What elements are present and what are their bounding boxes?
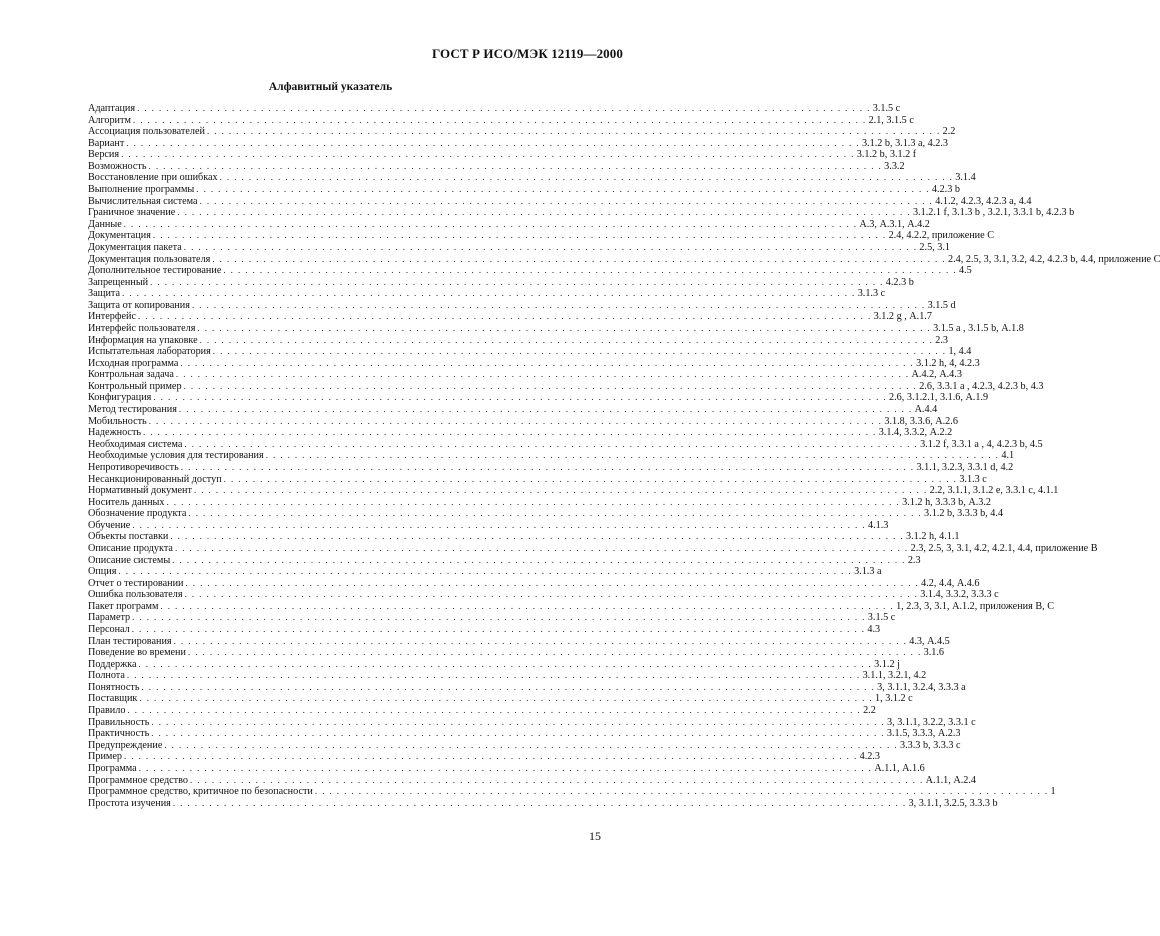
index-entry	[88, 357, 980, 370]
index-term: Документация пользователя	[88, 253, 211, 265]
leader-dots: . . . . . . . . . . . . . . . . . . . . . . . . . . . . . . . . . . . . . . . . . . . . . . . . . . . . . . . . . . . . . . . . . . . . . . . . . . . . . . . . . . . . . . . . . . . . . . . . . . . . .	[153, 392, 888, 403]
index-entry	[88, 600, 1055, 613]
leader-dots: . . . . . . . . . . . . . . . . . . . . . . . . . . . . . . . . . . . . . . . . . . . . . . . . . . . . . . . . . . . . . . . . . . . . . . . . . . . . . . . . . . . . . . . . . . . . . . . . . . . . .	[126, 137, 860, 148]
document-header: ГОСТ Р ИСО/МЭК 12119—2000	[432, 46, 623, 61]
index-term: Простота изучения	[88, 797, 171, 809]
index-references: 4.1.3	[867, 519, 889, 531]
index-references: 2.6, 3.3.1 a , 4.2.3, 4.2.3 b, 4.3	[919, 380, 1044, 392]
index-term: Исходная программа	[88, 357, 179, 369]
leader-dots: . . . . . . . . . . . . . . . . . . . . . . . . . . . . . . . . . . . . . . . . . . . . . . . . . . . . . . . . . . . . . . . . . . . . . . . . . . . . . . . . . . . . . . . . . . . . . . . . . . . . .	[314, 786, 1049, 797]
index-term: Контрольный пример	[88, 380, 182, 392]
index-entry	[88, 126, 956, 138]
index-references: 3.1.2.1 f, 3.1.3 b , 3.2.1, 3.3.1 b, 4.2.3 b	[912, 207, 1075, 219]
index-entry	[88, 577, 980, 590]
index-entry	[88, 485, 1059, 497]
leader-dots: . . . . . . . . . . . . . . . . . . . . . . . . . . . . . . . . . . . . . . . . . . . . . . . . . . . . . . . . . . . . . . . . . . . . . . . . . . . . . . . . . . . . . . . . . . . . . . . . . . . . .	[191, 299, 926, 310]
index-entry	[88, 658, 900, 671]
index-entry	[88, 797, 998, 810]
index-term: Вычислительная система	[88, 195, 198, 207]
index-entry	[88, 716, 976, 729]
leader-dots: . . . . . . . . . . . . . . . . . . . . . . . . . . . . . . . . . . . . . . . . . . . . . . . . . . . . . . . . . . . . . . . . . . . . . . . . . . . . . . . . . . . . . . . . . . . . . . . . . . . . .	[138, 762, 873, 773]
leader-dots: . . . . . . . . . . . . . . . . . . . . . . . . . . . . . . . . . . . . . . . . . . . . . . . . . . . . . . . . . . . . . . . . . . . . . . . . . . . . . . . . . . . . . . . . . . . . . . . . . . . . .	[160, 600, 895, 611]
index-entry	[88, 346, 972, 358]
index-term: Мобильность	[88, 415, 147, 427]
index-references: 4.2.3	[859, 751, 880, 763]
index-term: Описание системы	[88, 554, 171, 566]
leader-dots: . . . . . . . . . . . . . . . . . . . . . . . . . . . . . . . . . . . . . . . . . . . . . . . . . . . . . . . . . . . . . . . . . . . . . . . . . . . . . . . . . . . . . . . . . . . . . . . . . . . . .	[141, 681, 876, 692]
index-entry	[88, 751, 880, 763]
leader-dots: . . . . . . . . . . . . . . . . . . . . . . . . . . . . . . . . . . . . . . . . . . . . . . . . . . . . . . . . . . . . . . . . . . . . . . . . . . . . . . . . . . . . . . . . . . . . . . . . . . . . .	[152, 230, 887, 241]
index-term: Документация	[88, 230, 151, 242]
index-entry	[88, 149, 917, 161]
index-term: Поведение во времени	[88, 647, 186, 659]
index-references: А.1.1, А.1.6	[874, 762, 925, 774]
leader-dots: . . . . . . . . . . . . . . . . . . . . . . . . . . . . . . . . . . . . . . . . . . . . . . . . . . . . . . . . . . . . . . . . . . . . . . . . . . . . . . . . . . . . . . . . . . . . . . . . . . . . .	[265, 450, 1000, 461]
index-references: 3.1.2 b, 3.1.2 f	[856, 149, 917, 161]
index-references: 2.2	[942, 126, 956, 138]
index-entry	[88, 218, 930, 231]
index-references: 4.2, 4.4, А.4.6	[921, 577, 980, 589]
index-references: 3.3.3 b, 3.3.3 c	[900, 739, 961, 751]
index-references: 1	[1050, 786, 1056, 798]
leader-dots: . . . . . . . . . . . . . . . . . . . . . . . . . . . . . . . . . . . . . . . . . . . . . . . . . . . . . . . . . . . . . . . . . . . . . . . . . . . . . . . . . . . . . . . . . . . . . . . . . . . . .	[193, 485, 928, 496]
index-term: Опция	[88, 566, 117, 578]
index-entry	[88, 786, 1056, 798]
index-references: 3.1.3 c	[857, 288, 886, 300]
index-term: Восстановление при ошибках	[88, 172, 218, 184]
index-entry	[88, 705, 876, 717]
index-term: Защита от копирования	[88, 299, 190, 311]
index-references: А.1.1, А.2.4	[925, 774, 976, 786]
index-references: 2.4, 4.2.2, приложение С	[888, 230, 994, 242]
index-term: Нормативный документ	[88, 485, 192, 497]
index-references: 3.1.1, 3.2.3, 3.3.1 d, 4.2	[916, 461, 1014, 473]
index-entry	[88, 253, 1160, 266]
index-term: Испытательная лаборатория	[88, 346, 211, 358]
index-references: 3.1.3 a	[854, 566, 882, 578]
index-term: Необходимые условия для тестирования	[88, 450, 264, 462]
index-entry	[88, 612, 896, 624]
leader-dots: . . . . . . . . . . . . . . . . . . . . . . . . . . . . . . . . . . . . . . . . . . . . . . . . . . . . . . . . . . . . . . . . . . . . . . . . . . . . . . . . . . . . . . . . . . . . . . . . . . . . .	[219, 172, 954, 183]
leader-dots: . . . . . . . . . . . . . . . . . . . . . . . . . . . . . . . . . . . . . . . . . . . . . . . . . . . . . . . . . . . . . . . . . . . . . . . . . . . . . . . . . . . . . . . . . . . . . . . . . . . . .	[183, 241, 918, 252]
index-term: Программа	[88, 762, 137, 774]
leader-dots: . . . . . . . . . . . . . . . . . . . . . . . . . . . . . . . . . . . . . . . . . . . . . . . . . . . . . . . . . . . . . . . . . . . . . . . . . . . . . . . . . . . . . . . . . . . . . . . . . . . . .	[196, 184, 930, 195]
index-entry	[88, 693, 913, 705]
leader-dots: . . . . . . . . . . . . . . . . . . . . . . . . . . . . . . . . . . . . . . . . . . . . . . . . . . . . . . . . . . . . . . . . . . . . . . . . . . . . . . . . . . . . . . . . . . . . . . . . . . . . .	[199, 195, 934, 206]
index-references: 3.1.2 g , А.1.7	[873, 311, 932, 323]
index-term: Версия	[88, 149, 120, 161]
index-references: 3.1.6	[923, 647, 944, 659]
index-entry	[88, 762, 925, 775]
index-term: Правильность	[88, 716, 150, 728]
index-term: Необходимая система	[88, 438, 183, 450]
leader-dots: . . . . . . . . . . . . . . . . . . . . . . . . . . . . . . . . . . . . . . . . . . . . . . . . . . . . . . . . . . . . . . . . . . . . . . . . . . . . . . . . . . . . . . . . . . . . . . . . . . . . .	[166, 496, 901, 507]
index-term: Ассоциация пользователей	[88, 126, 205, 138]
index-references: А.4.2, А.4.3	[911, 369, 962, 381]
index-entry	[88, 647, 944, 659]
alphabetical-index	[88, 103, 1160, 809]
index-references: 1, 3.1.2 c	[875, 693, 913, 705]
index-entry	[88, 230, 994, 242]
leader-dots: . . . . . . . . . . . . . . . . . . . . . . . . . . . . . . . . . . . . . . . . . . . . . . . . . . . . . . . . . . . . . . . . . . . . . . . . . . . . . . . . . . . . . . . . . . . . . . . . . . . . .	[164, 739, 899, 750]
leader-dots: . . . . . . . . . . . . . . . . . . . . . . . . . . . . . . . . . . . . . . . . . . . . . . . . . . . . . . . . . . . . . . . . . . . . . . . . . . . . . . . . . . . . . . . . . . . . . . . . . . . . .	[132, 114, 867, 125]
index-term: Понятность	[88, 681, 140, 693]
index-references: 4.3, А.4.5	[909, 635, 950, 647]
index-references: 2.6, 3.1.2.1, 3.1.6, А.1.9	[889, 392, 989, 404]
leader-dots: . . . . . . . . . . . . . . . . . . . . . . . . . . . . . . . . . . . . . . . . . . . . . . . . . . . . . . . . . . . . . . . . . . . . . . . . . . . . . . . . . . . . . . . . . . . . . . . . . . . . .	[212, 253, 946, 264]
page-number: 15	[589, 829, 601, 843]
leader-dots: . . . . . . . . . . . . . . . . . . . . . . . . . . . . . . . . . . . . . . . . . . . . . . . . . . . . . . . . . . . . . . . . . . . . . . . . . . . . . . . . . . . . . . . . . . . . . . . . . . . . .	[150, 276, 884, 287]
index-term: Пакет программ	[88, 600, 159, 612]
index-term: Обозначение продукта	[88, 508, 187, 520]
index-references: 3.1.5 a , 3.1.5 b, А.1.8	[933, 322, 1024, 334]
index-entry	[88, 415, 958, 428]
index-references: 4.2.3 b	[931, 184, 960, 196]
index-references: 3.1.5 d	[927, 299, 956, 311]
leader-dots: . . . . . . . . . . . . . . . . . . . . . . . . . . . . . . . . . . . . . . . . . . . . . . . . . . . . . . . . . . . . . . . . . . . . . . . . . . . . . . . . . . . . . . . . . . . . . . . . . . . . .	[137, 311, 872, 322]
index-references: А.4.4	[914, 404, 938, 416]
index-entry	[88, 114, 914, 127]
index-entry	[88, 241, 950, 254]
leader-dots: . . . . . . . . . . . . . . . . . . . . . . . . . . . . . . . . . . . . . . . . . . . . . . . . . . . . . . . . . . . . . . . . . . . . . . . . . . . . . . . . . . . . . . . . . . . . . . . . . . . . .	[137, 103, 871, 113]
index-term: Выполнение программы	[88, 184, 195, 196]
index-term: Программное средство	[88, 774, 188, 786]
leader-dots: . . . . . . . . . . . . . . . . . . . . . . . . . . . . . . . . . . . . . . . . . . . . . . . . . . . . . . . . . . . . . . . . . . . . . . . . . . . . . . . . . . . . . . . . . . . . . . . . . . . . .	[175, 369, 910, 380]
index-references: 3, 3.1.1, 3.2.5, 3.3.3 b	[908, 797, 998, 809]
index-term: Интерфейс	[88, 311, 136, 323]
index-entry	[88, 172, 976, 184]
index-term: Обучение	[88, 519, 131, 531]
index-term: Описание продукта	[88, 542, 173, 554]
leader-dots: . . . . . . . . . . . . . . . . . . . . . . . . . . . . . . . . . . . . . . . . . . . . . . . . . . . . . . . . . . . . . . . . . . . . . . . . . . . . . . . . . . . . . . . . . . . . . . . . . . . . .	[223, 265, 958, 276]
index-entry	[88, 589, 999, 601]
index-entry	[88, 566, 882, 578]
index-term: Поддержка	[88, 658, 137, 670]
index-entry	[88, 542, 1098, 555]
leader-dots: . . . . . . . . . . . . . . . . . . . . . . . . . . . . . . . . . . . . . . . . . . . . . . . . . . . . . . . . . . . . . . . . . . . . . . . . . . . . . . . . . . . . . . . . . . . . . . . . . . . . .	[138, 658, 873, 669]
index-term: Алгоритм	[88, 114, 131, 126]
leader-dots: . . . . . . . . . . . . . . . . . . . . . . . . . . . . . . . . . . . . . . . . . . . . . . . . . . . . . . . . . . . . . . . . . . . . . . . . . . . . . . . . . . . . . . . . . . . . . . . . . . . . .	[148, 415, 883, 426]
index-term: Контрольная задача	[88, 369, 174, 381]
index-title: Алфавитный указатель	[268, 81, 393, 93]
index-entry	[88, 624, 881, 636]
index-entry	[88, 184, 960, 196]
index-entry	[88, 681, 966, 694]
leader-dots: . . . . . . . . . . . . . . . . . . . . . . . . . . . . . . . . . . . . . . . . . . . . . . . . . . . . . . . . . . . . . . . . . . . . . . . . . . . . . . . . . . . . . . . . . . . . . . . . . . . . .	[121, 149, 855, 160]
index-references: 3.1.5 с	[872, 103, 901, 114]
leader-dots: . . . . . . . . . . . . . . . . . . . . . . . . . . . . . . . . . . . . . . . . . . . . . . . . . . . . . . . . . . . . . . . . . . . . . . . . . . . . . . . . . . . . . . . . . . . . . . . . . . . . .	[122, 288, 856, 299]
index-references: 4.1.2, 4.2.3, 4.2.3 a, 4.4	[935, 195, 1032, 207]
index-term: Информация на упаковке	[88, 334, 198, 346]
leader-dots: . . . . . . . . . . . . . . . . . . . . . . . . . . . . . . . . . . . . . . . . . . . . . . . . . . . . . . . . . . . . . . . . . . . . . . . . . . . . . . . . . . . . . . . . . . . . . . . . . . . . .	[185, 577, 920, 588]
index-references: 3.1.2 b, 3.3.3 b, 4.4	[924, 508, 1003, 520]
leader-dots: . . . . . . . . . . . . . . . . . . . . . . . . . . . . . . . . . . . . . . . . . . . . . . . . . . . . . . . . . . . . . . . . . . . . . . . . . . . . . . . . . . . . . . . . . . . . . . . . . . . . .	[183, 380, 918, 391]
index-term: Документация пакета	[88, 241, 182, 253]
index-references: 3.1.8, 3.3.6, А.2.6	[884, 415, 958, 427]
index-term: Персонал	[88, 624, 130, 636]
leader-dots: . . . . . . . . . . . . . . . . . . . . . . . . . . . . . . . . . . . . . . . . . . . . . . . . . . . . . . . . . . . . . . . . . . . . . . . . . . . . . . . . . . . . . . . . . . . . . . . . . . . . .	[212, 346, 947, 357]
index-term: Параметр	[88, 612, 131, 624]
index-entry	[88, 508, 1003, 520]
index-entry	[88, 728, 961, 740]
leader-dots: . . . . . . . . . . . . . . . . . . . . . . . . . . . . . . . . . . . . . . . . . . . . . . . . . . . . . . . . . . . . . . . . . . . . . . . . . . . . . . . . . . . . . . . . . . . . . . . . . . . . .	[170, 531, 905, 542]
index-entry	[88, 739, 961, 752]
leader-dots: . . . . . . . . . . . . . . . . . . . . . . . . . . . . . . . . . . . . . . . . . . . . . . . . . . . . . . . . . . . . . . . . . . . . . . . . . . . . . . . . . . . . . . . . . . . . . . . . . . . . .	[188, 508, 923, 519]
index-references: 1, 4.4	[948, 346, 972, 358]
leader-dots: . . . . . . . . . . . . . . . . . . . . . . . . . . . . . . . . . . . . . . . . . . . . . . . . . . . . . . . . . . . . . . . . . . . . . . . . . . . . . . . . . . . . . . . . . . . . . . . . . . . . .	[126, 670, 861, 681]
index-references: 2.3, 2.5, 3, 3.1, 4.2, 4.2.1, 4.4, приложение В	[910, 542, 1098, 554]
index-term: Запрещенный	[88, 276, 149, 288]
leader-dots: . . . . . . . . . . . . . . . . . . . . . . . . . . . . . . . . . . . . . . . . . . . . . . . . . . . . . . . . . . . . . . . . . . . . . . . . . . . . . . . . . . . . . . . . . . . . . . . . . . . . .	[173, 635, 908, 646]
leader-dots: . . . . . . . . . . . . . . . . . . . . . . . . . . . . . . . . . . . . . . . . . . . . . . . . . . . . . . . . . . . . . . . . . . . . . . . . . . . . . . . . . . . . . . . . . . . . . . . . . . . . .	[197, 322, 932, 333]
index-term: Данные	[88, 218, 122, 230]
index-references: 4.3	[867, 624, 881, 636]
index-term: Ошибка пользователя	[88, 589, 183, 601]
index-entry	[88, 496, 991, 509]
index-term: Пример	[88, 751, 122, 763]
index-entry	[88, 160, 905, 173]
index-entry	[88, 288, 886, 300]
index-references: 3.1.2 h, 4.1.1	[906, 531, 960, 543]
index-references: 3.1.2 h, 3.3.3 b, А.3.2	[902, 496, 991, 508]
index-term: Непротиворечивость	[88, 461, 179, 473]
index-entry	[88, 195, 1032, 208]
index-entry	[88, 404, 938, 416]
index-references: 2.2, 3.1.1, 3.1.2 e, 3.3.1 c, 4.1.1	[929, 485, 1059, 497]
index-references: 3.1.4, 3.3.2, 3.3.3 c	[920, 589, 999, 601]
index-term: Дополнительное тестирование	[88, 265, 222, 277]
leader-dots: . . . . . . . . . . . . . . . . . . . . . . . . . . . . . . . . . . . . . . . . . . . . . . . . . . . . . . . . . . . . . . . . . . . . . . . . . . . . . . . . . . . . . . . . . . . . . . . . . . . . .	[151, 716, 886, 727]
index-term: Носитель данных	[88, 496, 165, 508]
index-references: 4.2.3 b	[885, 276, 914, 288]
index-term: Защита	[88, 288, 121, 300]
index-entry	[88, 369, 962, 381]
index-references: 3.1.2 h, 4, 4.2.3	[916, 357, 980, 369]
leader-dots: . . . . . . . . . . . . . . . . . . . . . . . . . . . . . . . . . . . . . . . . . . . . . . . . . . . . . . . . . . . . . . . . . . . . . . . . . . . . . . . . . . . . . . . . . . . . . . . . . . . . .	[180, 461, 915, 472]
index-term: Программное средство, критичное по безопасности	[88, 786, 313, 798]
leader-dots: . . . . . . . . . . . . . . . . . . . . . . . . . . . . . . . . . . . . . . . . . . . . . . . . . . . . . . . . . . . . . . . . . . . . . . . . . . . . . . . . . . . . . . . . . . . . . . . . . . . . .	[127, 705, 862, 716]
index-term: Объекты поставки	[88, 531, 169, 543]
leader-dots: . . . . . . . . . . . . . . . . . . . . . . . . . . . . . . . . . . . . . . . . . . . . . . . . . . . . . . . . . . . . . . . . . . . . . . . . . . . . . . . . . . . . . . . . . . . . . . . . . . . . .	[180, 357, 915, 368]
leader-dots: . . . . . . . . . . . . . . . . . . . . . . . . . . . . . . . . . . . . . . . . . . . . . . . . . . . . . . . . . . . . . . . . . . . . . . . . . . . . . . . . . . . . . . . . . . . . . . . . . . . . .	[132, 612, 866, 623]
leader-dots: . . . . . . . . . . . . . . . . . . . . . . . . . . . . . . . . . . . . . . . . . . . . . . . . . . . . . . . . . . . . . . . . . . . . . . . . . . . . . . . . . . . . . . . . . . . . . . . . . . . . .	[118, 566, 853, 577]
index-entry	[88, 531, 960, 543]
index-references: 3, 3.1.1, 3.2.4, 3.3.3 a	[877, 681, 966, 693]
index-references: 1, 2.3, 3, 3.1, А.1.2, приложения В, С	[896, 600, 1055, 612]
leader-dots: . . . . . . . . . . . . . . . . . . . . . . . . . . . . . . . . . . . . . . . . . . . . . . . . . . . . . . . . . . . . . . . . . . . . . . . . . . . . . . . . . . . . . . . . . . . . . . . . . . . . .	[132, 519, 866, 530]
index-references: 3.1.2 f, 3.3.1 a , 4, 4.2.3 b, 4.5	[920, 438, 1043, 450]
leader-dots: . . . . . . . . . . . . . . . . . . . . . . . . . . . . . . . . . . . . . . . . . . . . . . . . . . . . . . . . . . . . . . . . . . . . . . . . . . . . . . . . . . . . . . . . . . . . . . . . . . . . .	[139, 693, 874, 704]
index-references: 3.1.3 c	[959, 473, 987, 485]
leader-dots: . . . . . . . . . . . . . . . . . . . . . . . . . . . . . . . . . . . . . . . . . . . . . . . . . . . . . . . . . . . . . . . . . . . . . . . . . . . . . . . . . . . . . . . . . . . . . . . . . . . . .	[177, 207, 911, 218]
leader-dots: . . . . . . . . . . . . . . . . . . . . . . . . . . . . . . . . . . . . . . . . . . . . . . . . . . . . . . . . . . . . . . . . . . . . . . . . . . . . . . . . . . . . . . . . . . . . . . . . . . . . .	[151, 728, 885, 739]
index-references: 2.4, 2.5, 3, 3.1, 3.2, 4.2, 4.2.3 b, 4.4, приложение С	[948, 253, 1160, 265]
leader-dots: . . . . . . . . . . . . . . . . . . . . . . . . . . . . . . . . . . . . . . . . . . . . . . . . . . . . . . . . . . . . . . . . . . . . . . . . . . . . . . . . . . . . . . . . . . . . . . . . . . . . .	[172, 797, 907, 808]
index-references: 2.2	[863, 705, 876, 717]
index-entry	[88, 322, 1024, 335]
index-term: Отчет о тестировании	[88, 577, 184, 589]
leader-dots: . . . . . . . . . . . . . . . . . . . . . . . . . . . . . . . . . . . . . . . . . . . . . . . . . . . . . . . . . . . . . . . . . . . . . . . . . . . . . . . . . . . . . . . . . . . . . . . . . . . . .	[178, 404, 913, 415]
index-term: Надежность	[88, 427, 142, 439]
index-entry	[88, 207, 1075, 219]
index-term: Практичность	[88, 728, 150, 740]
index-references: 3, 3.1.1, 3.2.2, 3.3.1 c	[887, 716, 976, 728]
index-references: 4.1	[1001, 450, 1015, 462]
index-entry	[88, 299, 956, 312]
index-references: 2.1, 3.1.5 с	[868, 114, 914, 126]
leader-dots: . . . . . . . . . . . . . . . . . . . . . . . . . . . . . . . . . . . . . . . . . . . . . . . . . . . . . . . . . . . . . . . . . . . . . . . . . . . . . . . . . . . . . . . . . . . . . . . . . . . . .	[174, 542, 909, 553]
index-references: 2.3	[935, 334, 949, 346]
index-entry	[88, 438, 1043, 451]
index-entry	[88, 774, 976, 787]
index-entry	[88, 137, 948, 150]
index-references: 4.5	[959, 265, 972, 277]
index-term: Предупреждение	[88, 739, 163, 751]
leader-dots: . . . . . . . . . . . . . . . . . . . . . . . . . . . . . . . . . . . . . . . . . . . . . . . . . . . . . . . . . . . . . . . . . . . . . . . . . . . . . . . . . . . . . . . . . . . . . . . . . . . . .	[148, 160, 883, 171]
index-entry	[88, 427, 953, 439]
index-entry	[88, 392, 989, 404]
leader-dots: . . . . . . . . . . . . . . . . . . . . . . . . . . . . . . . . . . . . . . . . . . . . . . . . . . . . . . . . . . . . . . . . . . . . . . . . . . . . . . . . . . . . . . . . . . . . . . . . . . . . .	[184, 589, 919, 600]
leader-dots: . . . . . . . . . . . . . . . . . . . . . . . . . . . . . . . . . . . . . . . . . . . . . . . . . . . . . . . . . . . . . . . . . . . . . . . . . . . . . . . . . . . . . . . . . . . . . . . . . . . . .	[184, 438, 919, 449]
leader-dots: . . . . . . . . . . . . . . . . . . . . . . . . . . . . . . . . . . . . . . . . . . . . . . . . . . . . . . . . . . . . . . . . . . . . . . . . . . . . . . . . . . . . . . . . . . . . . . . . . . . . .	[123, 218, 858, 229]
index-references: 3.1.2 b, 3.1.3 a, 4.2.3	[861, 137, 948, 149]
index-entry	[88, 473, 987, 486]
index-entry	[88, 380, 1044, 393]
index-references: 3.1.4, 3.3.2, А.2.2	[878, 427, 953, 439]
index-entry	[88, 450, 1015, 462]
index-references: 3.1.5 c	[867, 612, 896, 624]
index-term: Метод тестирования	[88, 404, 177, 416]
index-term: Несанкционированный доступ	[88, 473, 222, 485]
index-references: А.3, А.3.1, А.4.2	[859, 218, 930, 230]
index-references: 2.3	[907, 554, 921, 566]
index-entry	[88, 311, 932, 323]
index-references: 3.1.2 j	[874, 658, 900, 670]
index-entry	[88, 554, 921, 567]
index-entry	[88, 670, 927, 682]
index-references: 3.1.1, 3.2.1, 4.2	[862, 670, 927, 682]
index-references: 2.5, 3.1	[919, 241, 950, 253]
index-term: Вариант	[88, 137, 125, 149]
leader-dots: . . . . . . . . . . . . . . . . . . . . . . . . . . . . . . . . . . . . . . . . . . . . . . . . . . . . . . . . . . . . . . . . . . . . . . . . . . . . . . . . . . . . . . . . . . . . . . . . . . . . .	[223, 473, 958, 484]
index-term: Граничное значение	[88, 207, 176, 219]
index-entry	[88, 103, 901, 115]
index-references: 3.1.4	[955, 172, 976, 184]
index-entry	[88, 265, 972, 277]
leader-dots: . . . . . . . . . . . . . . . . . . . . . . . . . . . . . . . . . . . . . . . . . . . . . . . . . . . . . . . . . . . . . . . . . . . . . . . . . . . . . . . . . . . . . . . . . . . . . . . . . . . . .	[206, 126, 941, 137]
index-entry	[88, 461, 1014, 474]
index-references: 3.1.5, 3.3.3, А.2.3	[886, 728, 961, 740]
index-entry	[88, 519, 889, 532]
index-term: Правило	[88, 705, 126, 717]
leader-dots: . . . . . . . . . . . . . . . . . . . . . . . . . . . . . . . . . . . . . . . . . . . . . . . . . . . . . . . . . . . . . . . . . . . . . . . . . . . . . . . . . . . . . . . . . . . . . . . . . . . . .	[199, 334, 934, 345]
leader-dots: . . . . . . . . . . . . . . . . . . . . . . . . . . . . . . . . . . . . . . . . . . . . . . . . . . . . . . . . . . . . . . . . . . . . . . . . . . . . . . . . . . . . . . . . . . . . . . . . . . . . .	[187, 647, 922, 658]
index-term: Поставщик	[88, 693, 138, 705]
index-term: Конфигурация	[88, 392, 152, 404]
index-entry	[88, 334, 949, 347]
index-term: План тестирования	[88, 635, 172, 647]
leader-dots: . . . . . . . . . . . . . . . . . . . . . . . . . . . . . . . . . . . . . . . . . . . . . . . . . . . . . . . . . . . . . . . . . . . . . . . . . . . . . . . . . . . . . . . . . . . . . . . . . . . . .	[143, 427, 877, 438]
leader-dots: . . . . . . . . . . . . . . . . . . . . . . . . . . . . . . . . . . . . . . . . . . . . . . . . . . . . . . . . . . . . . . . . . . . . . . . . . . . . . . . . . . . . . . . . . . . . . . . . . . . . .	[172, 554, 906, 565]
index-term: Интерфейс пользователя	[88, 322, 196, 334]
leader-dots: . . . . . . . . . . . . . . . . . . . . . . . . . . . . . . . . . . . . . . . . . . . . . . . . . . . . . . . . . . . . . . . . . . . . . . . . . . . . . . . . . . . . . . . . . . . . . . . . . . . . .	[131, 624, 866, 635]
index-entry	[88, 635, 950, 648]
leader-dots: . . . . . . . . . . . . . . . . . . . . . . . . . . . . . . . . . . . . . . . . . . . . . . . . . . . . . . . . . . . . . . . . . . . . . . . . . . . . . . . . . . . . . . . . . . . . . . . . . . . . .	[189, 774, 924, 785]
index-term: Полнота	[88, 670, 125, 682]
leader-dots: . . . . . . . . . . . . . . . . . . . . . . . . . . . . . . . . . . . . . . . . . . . . . . . . . . . . . . . . . . . . . . . . . . . . . . . . . . . . . . . . . . . . . . . . . . . . . . . . . . . . .	[123, 751, 858, 762]
index-references: 3.3.2	[884, 160, 905, 172]
index-term: Адаптация	[88, 103, 136, 114]
index-term: Возможность	[88, 160, 147, 172]
index-entry	[88, 276, 914, 289]
